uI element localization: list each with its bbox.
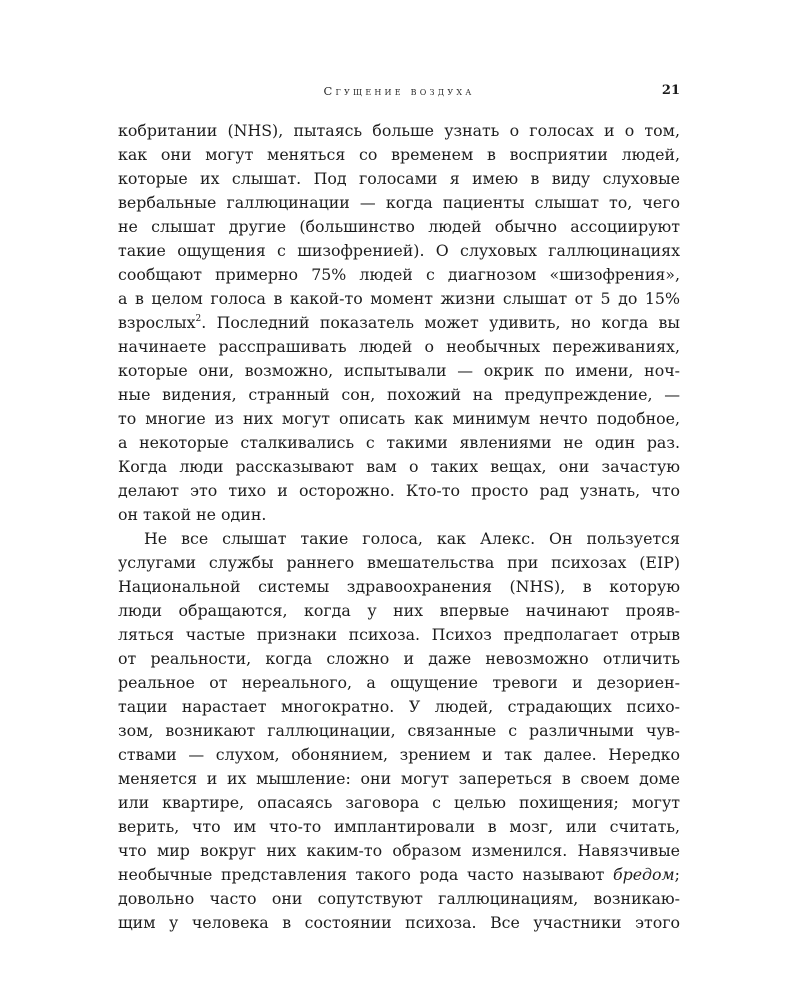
text-line: довольно часто они сопутствуют галлюцинациям, возникаю- xyxy=(118,889,680,908)
text-line: как они могут меняться со временем в восприятии людей, xyxy=(118,145,680,164)
text-line: вербальные галлюцинации — когда пациенты слышат то, чего xyxy=(118,193,680,212)
text-line: а некоторые сталкивались с такими явлениями не один раз. xyxy=(118,433,680,452)
text-line: ляться частые признаки психоза. Психоз предполагает отрыв xyxy=(118,625,680,644)
text-fragment: взрослых xyxy=(118,313,196,332)
text-line: тации нарастает многократно. У людей, страдающих психо- xyxy=(118,697,680,716)
text-line: верить, что им что-то имплантировали в мозг, или считать, xyxy=(118,817,680,836)
text-line: которые их слышат. Под голосами я имею в виду слуховые xyxy=(118,169,680,188)
text-line: он такой не один. xyxy=(118,505,267,524)
text-line: услугами службы раннего вмешательства при психозах (EIP) xyxy=(118,553,680,572)
text-line: меняется и их мышление: они могут запереться в своем доме xyxy=(118,769,680,788)
text-line: ные видения, странный сон, похожий на предупреждение, — xyxy=(118,385,680,404)
text-line: то многие из них могут описать как минимум нечто подобное, xyxy=(118,409,680,428)
text-line: а в целом голоса в какой-то момент жизни слышат от 5 до 15% xyxy=(118,289,680,308)
text-line: ствами — слухом, обонянием, зрением и так далее. Нередко xyxy=(118,745,680,764)
running-title: Сгущение воздуха xyxy=(323,84,475,98)
text-line xyxy=(118,311,680,335)
text-line xyxy=(118,863,680,887)
running-head xyxy=(118,84,680,106)
text-line: такие ощущения с шизофренией). О слуховых галлюцинациях xyxy=(118,241,680,260)
text-line: что мир вокруг них каким-то образом изменился. Навязчивые xyxy=(118,841,680,860)
italic-term: бредом xyxy=(612,865,675,884)
text-line: кобритании (NHS), пытаясь больше узнать о голосах и о том, xyxy=(118,121,680,140)
text-line: или квартире, опасаясь заговора с целью похищения; могут xyxy=(118,793,680,812)
text-line: не слышат другие (большинство людей обычно ассоциируют xyxy=(118,217,680,236)
page-number: 21 xyxy=(661,83,680,98)
text-line: щим у человека в состоянии психоза. Все участники этого xyxy=(118,913,680,932)
text-line: Национальной системы здравоохранения (NHS), в которую xyxy=(118,577,680,596)
text-line: люди обращаются, когда у них впервые начинают прояв- xyxy=(118,601,680,620)
text-line: сообщают примерно 75% людей с диагнозом «шизофрения», xyxy=(118,265,680,284)
text-fragment: . Последний показатель может удивить, но когда вы xyxy=(201,313,680,332)
text-line: Не все слышат такие голоса, как Алекс. Он пользуется xyxy=(144,529,680,548)
text-line: Когда люди рассказывают вам о таких вещах, они зачастую xyxy=(118,457,680,476)
footnote-reference[interactable]: 2 xyxy=(195,314,202,324)
text-fragment: ; xyxy=(674,865,680,884)
text-line: начинаете расспрашивать людей о необычных переживаниях, xyxy=(118,337,680,356)
text-fragment: необычные представления такого рода часто называют xyxy=(118,865,605,884)
text-line: делают это тихо и осторожно. Кто-то просто рад узнать, что xyxy=(118,481,680,500)
body-text xyxy=(118,119,680,932)
text-line: от реальности, когда сложно и даже невозможно отличить xyxy=(118,649,680,668)
text-line: которые они, возможно, испытывали — окрик по имени, ноч- xyxy=(118,361,680,380)
text-line: реальное от нереального, а ощущение тревоги и дезориен- xyxy=(118,673,680,692)
text-line: зом, возникают галлюцинации, связанные с различными чув- xyxy=(118,721,680,740)
